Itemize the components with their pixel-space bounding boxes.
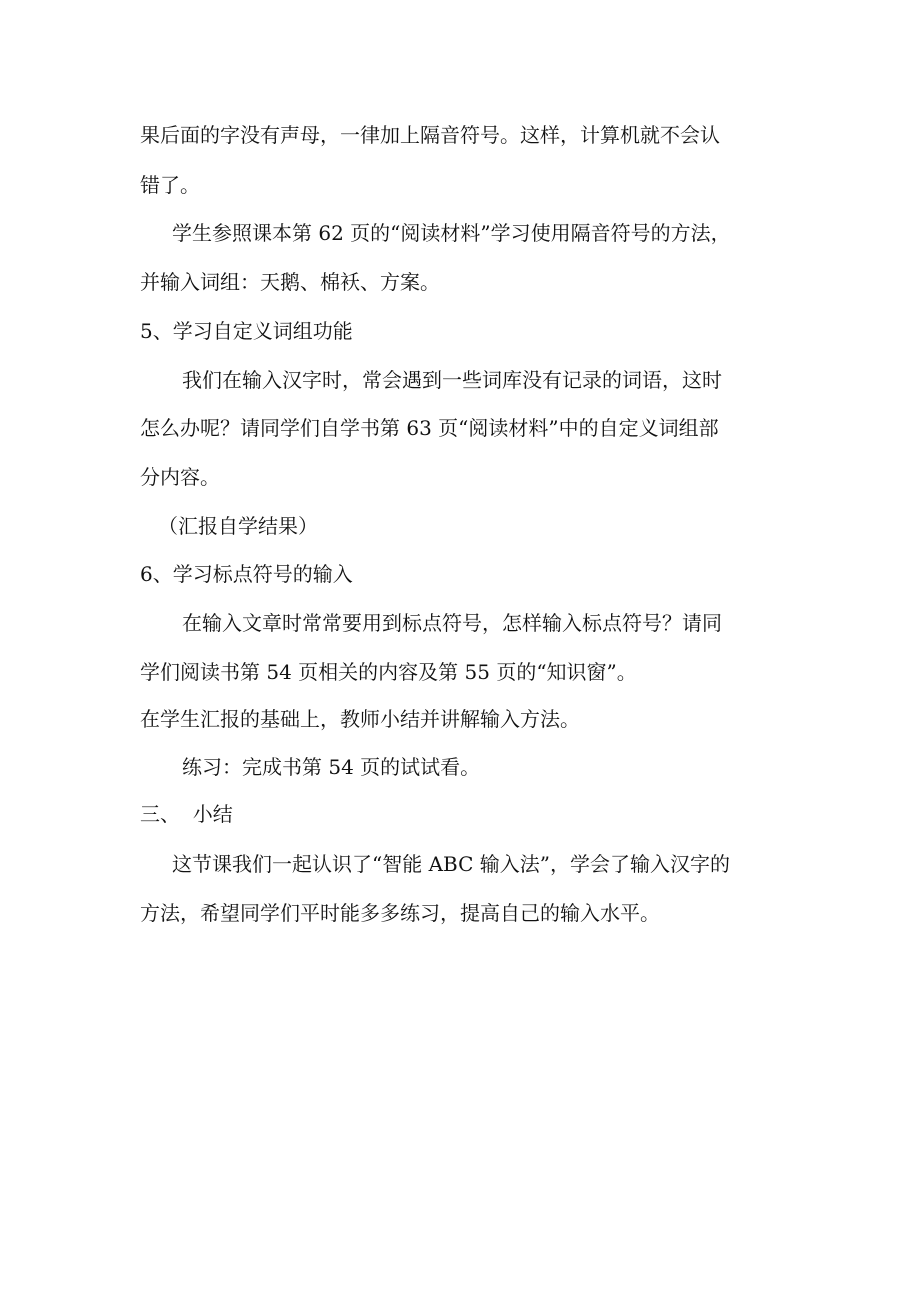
paragraph-line: 这节课我们一起认识了“智能 ABC 输入法”，学会了输入汉字的 [172, 852, 730, 876]
section-heading: 三、 小结 [140, 802, 233, 826]
section-heading: 5、学习自定义词组功能 [140, 319, 353, 343]
paragraph-line: （汇报自学结果） [158, 514, 318, 538]
paragraph-line: 并输入词组：天鹅、棉袄、方案。 [140, 270, 440, 294]
paragraph-line: 怎么办呢？请同学们自学书第 63 页“阅读材料”中的自定义词组部 [140, 416, 719, 440]
paragraph-line: 在输入文章时常常要用到标点符号，怎样输入标点符号？请同 [182, 611, 722, 635]
paragraph-line: 错了。 [140, 173, 200, 197]
section-heading: 6、学习标点符号的输入 [140, 562, 353, 586]
paragraph-line: 学们阅读书第 54 页相关的内容及第 55 页的“知识窗”。 [140, 660, 637, 684]
paragraph-line: 学生参照课本第 62 页的“阅读材料”学习使用隔音符号的方法， [172, 221, 731, 245]
paragraph-line: 分内容。 [140, 465, 220, 489]
paragraph-line: 在学生汇报的基础上，教师小结并讲解输入方法。 [140, 707, 580, 731]
paragraph-line: 我们在输入汉字时，常会遇到一些词库没有记录的词语，这时 [182, 368, 722, 392]
paragraph-line: 方法，希望同学们平时能多多练习，提高自己的输入水平。 [140, 901, 660, 925]
paragraph-line: 练习：完成书第 54 页的试试看。 [182, 755, 481, 779]
paragraph-line: 果后面的字没有声母，一律加上隔音符号。这样，计算机就不会认 [140, 123, 720, 147]
